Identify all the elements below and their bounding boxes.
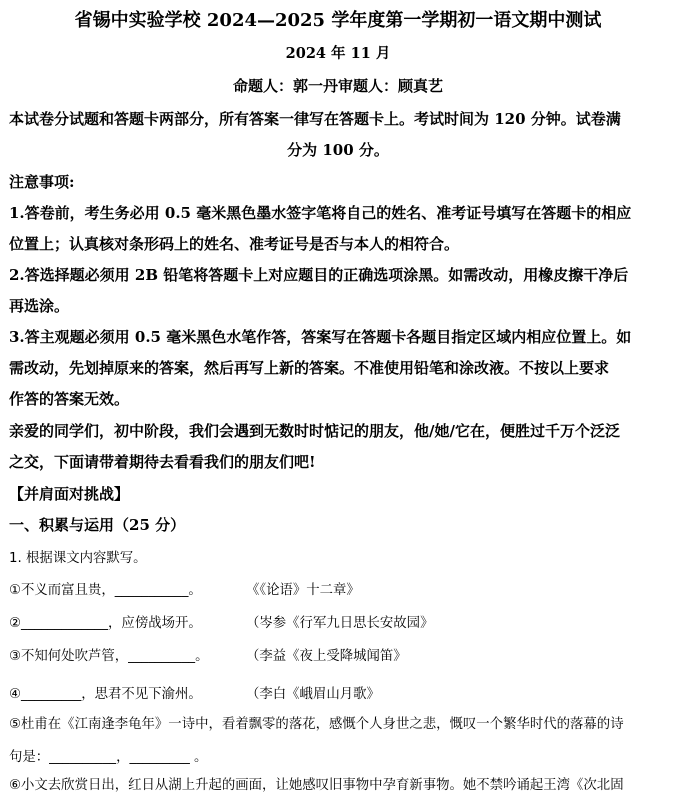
note-2-line-1: 2.答选择题必须用 2B 铅笔将答题卡上对应题目的正确选项涂黑。如需改动，用橡皮擦干净后	[9, 266, 629, 284]
blank-item-3	[9, 645, 669, 664]
exam-title: 省锡中实验学校 2024—2025 学年度第一学期初一语文期中测试	[74, 10, 602, 31]
question-1-prompt: 1. 根据课文内容默写。	[9, 551, 147, 566]
item-5-line-1: ⑤杜甫在《江南逢李龟年》一诗中，看着飘零的落花，感慨个人身世之悲，慨叹一个繁华时代的落幕的诗	[9, 717, 624, 732]
greeting-line-2: 之交，下面请带着期待去看看我们的朋友们吧!	[9, 453, 316, 471]
item-5-line-2: 句是：__________，_________ 。	[9, 750, 208, 765]
note-1-line-2: 位置上；认真核对条形码上的姓名、准考证号是否与本人的相符合。	[9, 235, 460, 253]
note-2-line-2: 再选涂。	[9, 297, 70, 315]
blank-item-2	[9, 612, 669, 631]
challenge-heading: 【并肩面对挑战】	[9, 485, 130, 503]
part-1-heading: 一、积累与运用（25 分）	[9, 516, 186, 534]
intro-line-1: 本试卷分试题和答题卡两部分，所有答案一律写在答题卡上。考试时间为 120 分钟。试卷满	[9, 110, 621, 128]
item-1-source: 《《论语》十二章》	[246, 583, 360, 598]
note-1-line-1: 1.答卷前，考生务必用 0.5 毫米黑色墨水签字笔将自己的姓名、准考证号填写在答题卡的相应	[9, 204, 632, 222]
blank-item-4	[9, 683, 669, 702]
item-3-text: ③不知何处吹芦管，__________。	[9, 649, 209, 664]
exam-setters: 命题人：郭一丹审题人：顾真艺	[232, 77, 443, 95]
item-2-source: （岑参《行军九日思长安故园》	[246, 616, 434, 631]
item-3-source: （李益《夜上受降城闻笛》	[246, 649, 407, 664]
note-3-line-2: 需改动，先划掉原来的答案，然后再写上新的答案。不准使用铅笔和涂改液。不按以上要求	[9, 359, 610, 377]
note-3-line-3: 作答的答案无效。	[9, 390, 130, 408]
item-4-source: （李白《峨眉山月歌》	[246, 687, 380, 702]
greeting-line-1: 亲爱的同学们，初中阶段，我们会遇到无数时时惦记的朋友，他/她/它在，便胜过千万个泛泛	[9, 422, 620, 440]
blank-item-1	[9, 579, 669, 598]
exam-date: 2024 年 11 月	[285, 45, 391, 62]
item-2-text: ②_____________，应傍战场开。	[9, 616, 202, 631]
item-1-text: ①不义而富且贵，___________。	[9, 583, 202, 598]
item-4-text: ④_________，思君不见下渝州。	[9, 687, 202, 702]
note-3-line-1: 3.答主观题必须用 0.5 毫米黑色水笔作答，答案写在答题卡各题目指定区域内相应位置上。如	[9, 328, 632, 346]
notes-heading: 注意事项:	[9, 173, 75, 191]
item-6-line-1: ⑥小文去欣赏日出，红日从湖上升起的画面，让她感叹旧事物中孕育新事物。她不禁吟诵起王湾《次北固	[9, 778, 624, 793]
intro-line-2: 分为 100 分。	[287, 141, 389, 159]
